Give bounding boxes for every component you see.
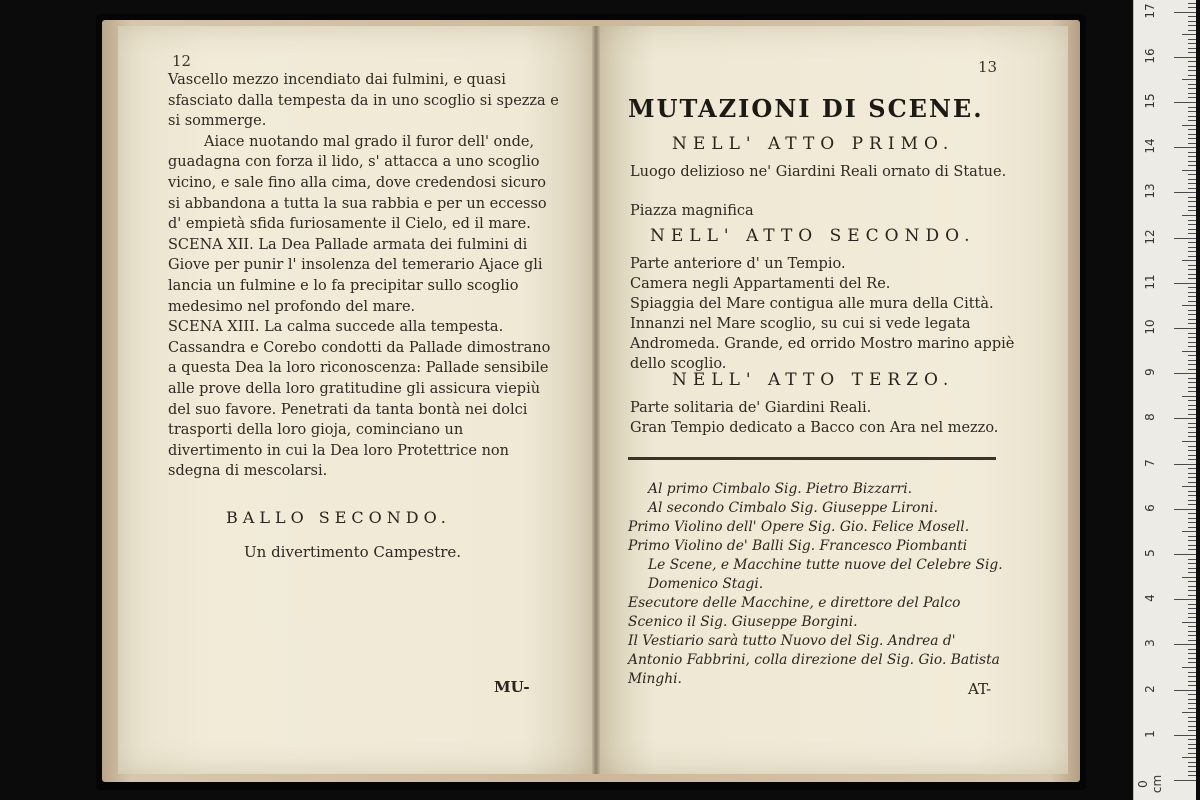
ruler-tick: [1188, 224, 1196, 225]
ruler-tick: [1188, 739, 1196, 740]
ruler-tick: [1188, 455, 1196, 456]
ruler-tick: [1188, 337, 1196, 338]
ruler-tick: [1188, 382, 1196, 383]
ruler-tick: [1188, 568, 1196, 569]
ruler-tick: [1188, 468, 1196, 469]
ruler-tick: [1188, 640, 1196, 641]
act-two-scene: Parte anteriore d' un Tempio.: [630, 256, 846, 272]
ruler-tick: [1188, 595, 1196, 596]
ruler-tick: [1174, 373, 1196, 374]
ruler-tick: [1188, 604, 1196, 605]
ruler-tick: [1188, 766, 1196, 767]
ruler-tick: [1182, 396, 1196, 397]
ruler-tick: [1188, 7, 1196, 8]
ruler-tick: [1188, 744, 1196, 745]
ruler-number: 13: [1143, 183, 1157, 200]
ruler-tick: [1188, 635, 1196, 636]
ruler-tick: [1188, 626, 1196, 627]
ruler-tick: [1188, 52, 1196, 53]
ruler-tick: [1188, 432, 1196, 433]
ruler-tick: [1188, 161, 1196, 162]
ruler-tick: [1188, 116, 1196, 117]
ruler-tick: [1182, 441, 1196, 442]
ruler-tick: [1174, 464, 1196, 465]
ruler-tick: [1188, 504, 1196, 505]
ruler-tick: [1174, 509, 1196, 510]
act-three-scene: Gran Tempio dedicato a Bacco con Ara nel mezzo.: [630, 420, 999, 436]
act-one-scene: Luogo delizioso ne' Giardini Reali ornato di Statue.: [630, 164, 1007, 180]
ruler-tick: [1182, 757, 1196, 758]
ruler-tick: [1188, 21, 1196, 22]
ruler-tick: [1188, 16, 1196, 17]
ruler-tick: [1188, 771, 1196, 772]
ruler-tick: [1188, 676, 1196, 677]
ruler-number: 10: [1143, 319, 1157, 335]
ruler-tick: [1188, 201, 1196, 202]
ruler-tick: [1182, 34, 1196, 35]
ruler-tick: [1188, 292, 1196, 293]
act-one-heading: NELL' ATTO PRIMO.: [672, 134, 955, 154]
ruler-tick: [1188, 70, 1196, 71]
ruler-tick: [1188, 61, 1196, 62]
ruler-tick: [1188, 649, 1196, 650]
paragraph-shipwreck: Vascello mezzo incendiato dai fulmini, e quasi sfasciato dalla tempesta da in uno scoglio si spezza e si sommerge.: [168, 72, 559, 130]
ruler-tick: [1174, 102, 1196, 103]
ruler-tick: [1188, 233, 1196, 234]
ruler-number: 8: [1143, 413, 1157, 422]
ruler-tick: [1188, 409, 1196, 410]
ruler-tick: [1188, 590, 1196, 591]
ruler-tick: [1188, 685, 1196, 686]
ruler-tick: [1188, 97, 1196, 98]
ballo-secondo-subtitle: Un divertimento Campestre.: [244, 543, 462, 561]
ruler-number: 2: [1143, 684, 1157, 693]
ruler-tick: [1188, 378, 1196, 379]
ruler-tick: [1188, 220, 1196, 221]
ruler-tick: [1188, 143, 1196, 144]
ruler-number: 4: [1143, 594, 1157, 603]
ruler-tick: [1174, 57, 1196, 58]
ruler-number: 5: [1143, 549, 1157, 557]
ruler-tick: [1188, 427, 1196, 428]
ruler-tick: [1188, 183, 1196, 184]
ruler-tick: [1174, 418, 1196, 419]
ruler-unit-label: 0 cm: [1136, 774, 1164, 794]
ruler-tick: [1188, 269, 1196, 270]
act-three-heading: NELL' ATTO TERZO.: [672, 370, 955, 390]
credit-line: Esecutore delle Macchine, e direttore del Palco Scenico il Sig. Giuseppe Borgini.: [628, 595, 961, 630]
ruler-tick: [1174, 554, 1196, 555]
ruler-tick: [1188, 527, 1196, 528]
ruler-tick: [1174, 192, 1196, 193]
ruler-tick: [1188, 111, 1196, 112]
credit-line: Al primo Cimbalo Sig. Pietro Bizzarri.: [648, 481, 913, 497]
ruler-tick: [1174, 328, 1196, 329]
ruler-tick: [1188, 274, 1196, 275]
ruler-tick: [1188, 296, 1196, 297]
ruler-tick: [1188, 179, 1196, 180]
ruler-tick: [1188, 391, 1196, 392]
ruler-tick: [1188, 197, 1196, 198]
ruler-tick: [1188, 459, 1196, 460]
ruler-tick: [1188, 681, 1196, 682]
ruler-tick: [1188, 608, 1196, 609]
act-two-heading: NELL' ATTO SECONDO.: [650, 226, 976, 246]
ruler-tick: [1188, 717, 1196, 718]
ruler-number: 14: [1143, 138, 1157, 154]
ruler-number: 3: [1143, 639, 1157, 648]
ruler-tick: [1188, 491, 1196, 492]
ruler-tick: [1188, 436, 1196, 437]
ruler-tick: [1188, 138, 1196, 139]
ruler-tick: [1188, 775, 1196, 776]
ruler-number: 9: [1143, 368, 1157, 377]
ruler-tick: [1188, 229, 1196, 230]
right-page-number: 13: [978, 58, 998, 76]
ruler-number: 6: [1143, 503, 1157, 512]
ruler-tick: [1182, 531, 1196, 532]
ruler-tick: [1174, 735, 1196, 736]
ruler-tick: [1182, 622, 1196, 623]
ruler-number: 16: [1143, 48, 1157, 64]
ruler-tick: [1188, 88, 1196, 89]
ruler-tick: [1188, 473, 1196, 474]
ruler-tick: [1188, 134, 1196, 135]
right-catchword: AT-: [968, 680, 992, 698]
ruler-tick: [1182, 215, 1196, 216]
ruler-tick: [1188, 726, 1196, 727]
ruler-tick: [1174, 644, 1196, 645]
ruler-tick: [1182, 667, 1196, 668]
ruler-tick: [1188, 256, 1196, 257]
ruler-tick: [1188, 699, 1196, 700]
paragraph-scena-xii: SCENA XII. La Dea Pallade armata dei fulmini di Giove per punir l' insolenza del temerario Ajace gli lancia un fulmine e lo fa precipitar sullo scoglio medesimo nel profondo del mare.: [168, 236, 543, 315]
ruler-tick: [1188, 613, 1196, 614]
ruler-tick: [1182, 125, 1196, 126]
ruler-tick: [1188, 405, 1196, 406]
ruler-tick: [1188, 342, 1196, 343]
ruler-tick: [1188, 319, 1196, 320]
act-two-scene: Spiaggia del Mare contigua alle mura della Città. Innanzi nel Mare scoglio, su cui si vede legata Andromeda. Grande, ed orrido Mostro marino appiè dello scoglio.: [630, 296, 1015, 372]
ruler-tick: [1188, 581, 1196, 582]
act-two-scene: Camera negli Appartamenti del Re.: [630, 276, 891, 292]
ruler-number: 11: [1143, 274, 1157, 290]
ruler-tick: [1174, 12, 1196, 13]
ruler-tick: [1188, 25, 1196, 26]
ruler-tick: [1188, 247, 1196, 248]
ruler-tick: [1188, 672, 1196, 673]
ruler-tick: [1174, 599, 1196, 600]
book-gutter: [592, 26, 600, 774]
paragraph-aiace: Aiace nuotando mal grado il furor dell' onde, guadagna con forza il lido, s' attacca a uno scoglio vicino, e sale fino alla cima, dove credendosi sicuro si abbandona a tutta la sua rabbia e per un eccesso d' empietà sfida furiosamente il Cielo, ed il mare.: [168, 133, 547, 233]
ruler-tick: [1188, 66, 1196, 67]
ruler-tick: [1174, 238, 1196, 239]
ruler-tick: [1188, 346, 1196, 347]
ruler-tick: [1188, 721, 1196, 722]
ruler-tick: [1188, 708, 1196, 709]
ruler-tick: [1188, 107, 1196, 108]
ruler-tick: [1174, 780, 1196, 781]
ruler-tick: [1188, 631, 1196, 632]
ruler-tick: [1188, 753, 1196, 754]
ruler-tick: [1188, 360, 1196, 361]
ruler-tick: [1188, 287, 1196, 288]
ruler-tick: [1182, 170, 1196, 171]
ruler-tick: [1188, 662, 1196, 663]
ruler-tick: [1188, 500, 1196, 501]
ruler-tick: [1188, 730, 1196, 731]
ruler-tick: [1188, 75, 1196, 76]
mutazioni-title: MUTAZIONI DI SCENE.: [628, 94, 984, 123]
ruler-tick: [1182, 486, 1196, 487]
ruler-tick: [1188, 39, 1196, 40]
ruler-tick: [1188, 48, 1196, 49]
ruler-tick: [1188, 400, 1196, 401]
ruler-tick: [1188, 572, 1196, 573]
ruler-tick: [1182, 712, 1196, 713]
credit-line: Al secondo Cimbalo Sig. Giuseppe Lironi.: [648, 500, 939, 516]
ruler-number: 15: [1143, 93, 1157, 109]
ruler-number: 17: [1143, 2, 1157, 19]
ruler-tick: [1188, 314, 1196, 315]
ruler-tick: [1188, 156, 1196, 157]
ruler-tick: [1188, 545, 1196, 546]
ruler-tick: [1174, 690, 1196, 691]
ruler-tick: [1188, 748, 1196, 749]
ruler-tick: [1188, 762, 1196, 763]
ruler-number: 1: [1143, 729, 1157, 738]
ruler-tick: [1188, 242, 1196, 243]
ruler-tick: [1188, 120, 1196, 121]
ruler-tick: [1188, 513, 1196, 514]
ruler-tick: [1188, 165, 1196, 166]
credits-block: [628, 480, 1008, 689]
ballo-secondo-heading: BALLO SECONDO.: [226, 508, 451, 527]
credit-line: Primo Violino dell' Opere Sig. Gio. Felice Mosell.: [628, 519, 970, 535]
credit-line: Le Scene, e Macchine tutte nuove del Celebre Sig. Domenico Stagi.: [648, 557, 1003, 592]
ruler-tick: [1188, 563, 1196, 564]
ruler-tick: [1188, 310, 1196, 311]
ruler-tick: [1188, 703, 1196, 704]
act-one-scene: Piazza magnifica: [630, 203, 754, 219]
ruler-tick: [1188, 206, 1196, 207]
ruler-tick: [1188, 3, 1196, 4]
ruler-tick: [1188, 323, 1196, 324]
ruler-number: 12: [1143, 228, 1157, 245]
ruler-tick: [1188, 369, 1196, 370]
ruler-tick: [1188, 84, 1196, 85]
ruler-tick: [1188, 30, 1196, 31]
ruler-tick: [1188, 694, 1196, 695]
credit-line: Il Vestiario sarà tutto Nuovo del Sig. Andrea d' Antonio Fabbrini, colla direzione del Sig. Gio. Batista Minghi.: [628, 633, 1000, 687]
ruler-tick: [1188, 174, 1196, 175]
left-catchword: MU-: [494, 678, 530, 696]
ruler-tick: [1188, 188, 1196, 189]
ruler-tick: [1188, 129, 1196, 130]
ruler-tick: [1188, 355, 1196, 356]
ruler-tick: [1188, 658, 1196, 659]
ruler-tick: [1188, 423, 1196, 424]
ruler-tick: [1188, 210, 1196, 211]
ruler-tick: [1188, 586, 1196, 587]
ruler-tick: [1182, 260, 1196, 261]
ruler-tick: [1188, 536, 1196, 537]
ruler-tick: [1182, 351, 1196, 352]
ruler-tick: [1188, 522, 1196, 523]
ruler-tick: [1188, 540, 1196, 541]
credit-line: Primo Violino de' Balli Sig. Francesco Piombanti: [628, 538, 968, 554]
ruler-tick: [1188, 549, 1196, 550]
section-divider: [628, 457, 996, 460]
ruler-tick: [1188, 301, 1196, 302]
paragraph-scena-xiii: SCENA XIII. La calma succede alla tempesta. Cassandra e Corebo condotti da Pallade dimostrano a questa Dea la loro riconoscenza: Pallade sensibile alle prove della loro gratitudine gli assicura viepiù del suo favore. Penetrati da tanta bontà nei dolci trasporti della loro gioja, cominciano un divertimento in cui la Dea loro Protettrice non sdegna di mescolarsi.: [168, 319, 551, 480]
ruler-tick: [1188, 617, 1196, 618]
act-three-scene: Parte solitaria de' Giardini Reali.: [630, 400, 872, 416]
ruler-tick: [1182, 577, 1196, 578]
ruler-tick: [1188, 414, 1196, 415]
left-page-number: 12: [172, 52, 192, 70]
ruler-tick: [1188, 495, 1196, 496]
ruler-tick: [1188, 559, 1196, 560]
ruler-number: 7: [1143, 458, 1157, 467]
measurement-ruler: [1133, 0, 1196, 800]
ruler-tick: [1188, 364, 1196, 365]
ruler-tick: [1188, 518, 1196, 519]
ruler-tick: [1188, 265, 1196, 266]
ruler-tick: [1188, 152, 1196, 153]
ruler-tick: [1188, 653, 1196, 654]
ruler-tick: [1174, 283, 1196, 284]
ruler-tick: [1188, 446, 1196, 447]
left-body: [168, 70, 560, 482]
ruler-tick: [1188, 43, 1196, 44]
ruler-tick: [1174, 147, 1196, 148]
ruler-tick: [1188, 251, 1196, 252]
ruler-tick: [1188, 93, 1196, 94]
ruler-tick: [1182, 79, 1196, 80]
ruler-tick: [1188, 482, 1196, 483]
ruler-tick: [1188, 477, 1196, 478]
ruler-tick: [1188, 387, 1196, 388]
ruler-tick: [1182, 305, 1196, 306]
ruler-tick: [1188, 333, 1196, 334]
ruler-tick: [1188, 278, 1196, 279]
ruler-tick: [1188, 450, 1196, 451]
